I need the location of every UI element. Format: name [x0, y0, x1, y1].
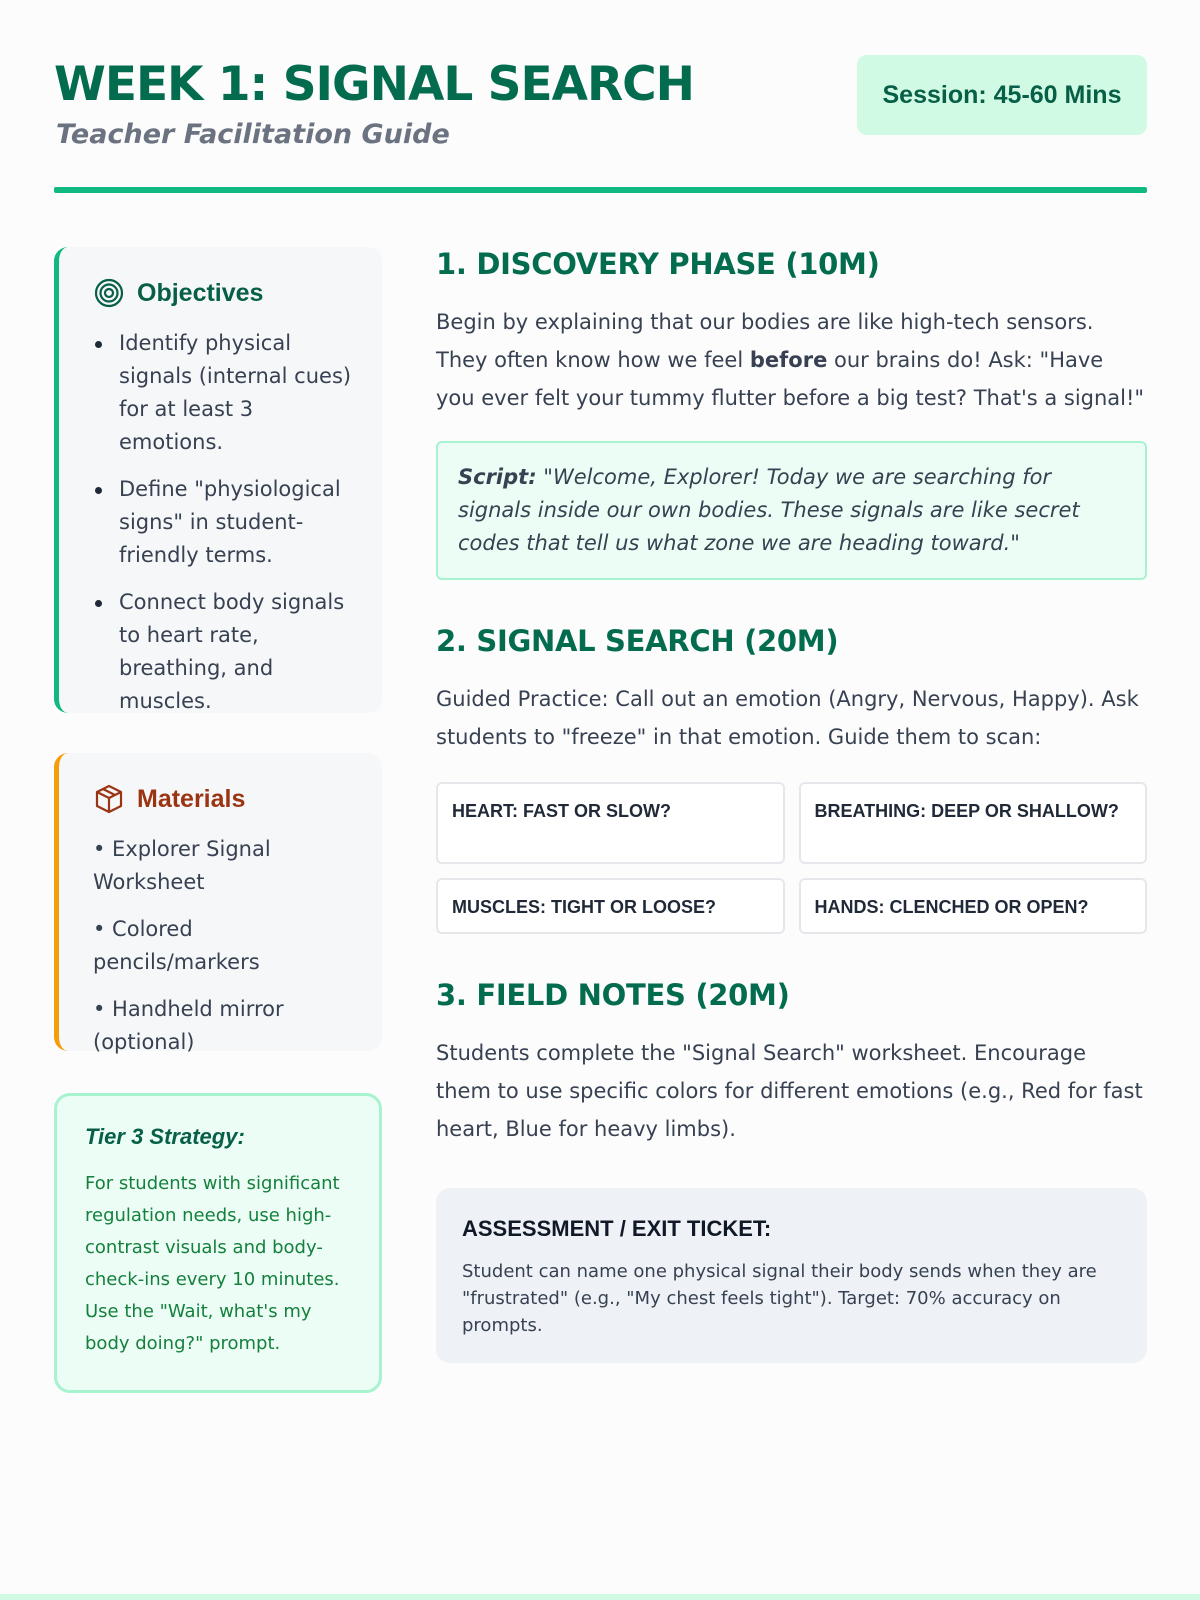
- discovery-title: 1. DISCOVERY PHASE (10M): [436, 247, 880, 281]
- objectives-card: [54, 247, 382, 713]
- footer-strip: [0, 1594, 1200, 1600]
- list-item: • Handheld mirror (optional): [93, 997, 284, 1054]
- script-text: "Welcome, Explorer! Today we are searching for signals inside our own bodies. These signals are like secret codes that tell us what zone we are heading toward.": [458, 465, 1080, 555]
- scan-cell-heart: HEART: FAST OR SLOW?: [436, 782, 785, 864]
- header-divider: [54, 187, 1147, 193]
- list-item: Connect body signals to heart rate, breathing, and muscles.: [93, 586, 360, 718]
- page-title: WEEK 1: SIGNAL SEARCH: [54, 57, 694, 112]
- materials-title: Materials: [137, 784, 246, 813]
- scan-cell-muscles: MUSCLES: TIGHT OR LOOSE?: [436, 878, 785, 934]
- objectives-list: [93, 327, 360, 718]
- objectives-header: [93, 277, 360, 309]
- field-notes-title: 3. FIELD NOTES (20M): [436, 978, 790, 1012]
- tier-strategy-body: For students with significant regulation needs, use high-contrast visuals and body-check-ins every 10 minutes. Use the "Wait, what's my body doing?" prompt.: [85, 1173, 340, 1354]
- discovery-emphasis: before: [749, 348, 828, 372]
- scan-cell-hands: HANDS: CLENCHED OR OPEN?: [799, 878, 1148, 934]
- sidebar: [54, 247, 382, 1393]
- discovery-section: [436, 247, 1147, 580]
- field-notes-section: [436, 978, 1147, 1148]
- objectives-title: Objectives: [137, 278, 264, 307]
- assessment-card: [436, 1188, 1147, 1363]
- target-icon: [93, 277, 125, 309]
- assessment-title: ASSESSMENT / EXIT TICKET:: [462, 1216, 772, 1241]
- list-item: • Colored pencils/markers: [93, 917, 260, 974]
- list-item: Define "physiological signs" in student-friendly terms.: [93, 473, 360, 572]
- tier-strategy-card: [54, 1093, 382, 1393]
- session-badge: Session: 45-60 Mins: [857, 55, 1147, 135]
- tier-strategy-title: Tier 3 Strategy:: [85, 1124, 245, 1149]
- discovery-paragraph: [436, 303, 1147, 417]
- field-notes-paragraph: Students complete the "Signal Search" worksheet. Encourage them to use specific colors for different emotions (e.g., Red for fast heart, Blue for heavy limbs).: [436, 1041, 1143, 1141]
- discovery-text: Begin by explaining that our bodies are like high-tech sensors. They often know how we feel: [436, 310, 1094, 372]
- discovery-text-end: our brains do! Ask: "Have you ever felt your tummy flutter before a big test? That's a signal!": [436, 348, 1145, 410]
- page-header: [54, 55, 1147, 195]
- scan-grid: [436, 782, 1147, 934]
- materials-header: [93, 783, 360, 815]
- script-callout: [436, 441, 1147, 580]
- signal-search-paragraph: Guided Practice: Call out an emotion (Angry, Nervous, Happy). Ask students to "freeze" in that emotion. Guide them to scan:: [436, 687, 1139, 749]
- script-label: Script:: [458, 465, 537, 489]
- list-item: Identify physical signals (internal cues) for at least 3 emotions.: [93, 327, 360, 459]
- main-content: [436, 247, 1147, 1363]
- signal-search-section: [436, 624, 1147, 934]
- box-icon: [93, 783, 125, 815]
- page-subtitle: Teacher Facilitation Guide: [56, 119, 450, 150]
- assessment-body: Student can name one physical signal their body sends when they are "frustrated" (e.g., "My chest feels tight"). Target: 70% accuracy on prompts.: [462, 1261, 1097, 1336]
- scan-cell-breathing: BREATHING: DEEP OR SHALLOW?: [799, 782, 1148, 864]
- materials-card: [54, 753, 382, 1054]
- list-item: • Explorer Signal Worksheet: [93, 837, 271, 894]
- signal-search-title: 2. SIGNAL SEARCH (20M): [436, 624, 839, 658]
